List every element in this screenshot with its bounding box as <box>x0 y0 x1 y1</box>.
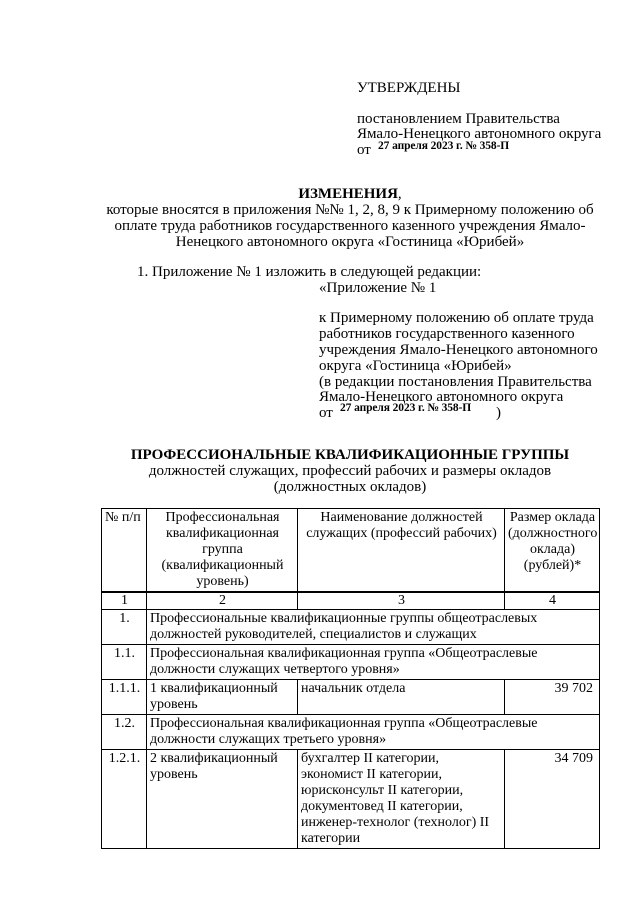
row-number: 1.2.1. <box>102 750 147 849</box>
row-number: 1.1.1. <box>102 680 147 715</box>
appendix-from: от <box>319 405 333 421</box>
table-row <box>102 610 600 645</box>
approval-line-2: Ямало-Ненецкого автономного округа <box>357 126 602 142</box>
row-number: 1.1. <box>102 645 147 680</box>
table-row <box>102 680 600 715</box>
changes-title-comma: , <box>397 186 402 202</box>
table-header-row <box>102 509 600 593</box>
appendix-line-5: (в редакции постановления Правительства <box>319 374 592 390</box>
appendix-line-1: к Примерному положению об оплате труда <box>319 310 594 326</box>
row-group-title: Профессиональные квалификационные группы общеотраслевых должностей руководителей, специалистов и служащих <box>147 610 600 645</box>
table-row <box>102 645 600 680</box>
appendix-line-4: округа «Гостиница «Юрибей» <box>319 358 512 374</box>
changes-subtitle-line-3: Ненецкого автономного округа «Гостиница «Юрибей» <box>175 234 525 250</box>
header-positions: Наименование должностей служащих (профессий рабочих) <box>298 509 505 593</box>
table-row <box>102 715 600 750</box>
changes-title-text: ИЗМЕНЕНИЯ <box>298 186 398 202</box>
groups-title: ПРОФЕССИОНАЛЬНЫЕ КВАЛИФИКАЦИОННЫЕ ГРУППЫ <box>130 447 570 463</box>
header-number: № п/п <box>102 509 147 593</box>
row-number: 1.2. <box>102 715 147 750</box>
appendix-close-paren: ) <box>496 405 501 421</box>
header-salary: Размер оклада (должностного оклада) (рублей)* <box>505 509 600 593</box>
row-group-title: Профессиональная квалификационная группа «Общеотраслевые должности служащих четвертого уровня» <box>147 645 600 680</box>
column-number-2: 2 <box>147 592 298 610</box>
row-level: 1 квалификационный уровень <box>147 680 298 715</box>
column-number-4: 4 <box>505 592 600 610</box>
qualification-groups-table <box>101 508 600 849</box>
groups-subtitle-1: должностей служащих, профессий рабочих и размеры окладов <box>148 463 552 479</box>
item-1-text: 1. Приложение № 1 изложить в следующей редакции: <box>137 264 482 280</box>
changes-subtitle-line-2: оплате труда работников государственного казенного учреждения Ямало- <box>114 218 586 234</box>
appendix-title: «Приложение № 1 <box>319 280 437 296</box>
changes-title <box>100 186 600 202</box>
appendix-line-2: работников государственного казенного <box>319 326 575 342</box>
row-positions: бухгалтер II категории, экономист II категории, юрисконсульт II категории, документовед II категории, инженер-технолог (технолог) II категории <box>298 750 505 849</box>
approval-heading: УТВЕРЖДЕНЫ <box>357 80 461 96</box>
appendix-date-stamp: 27 апреля 2023 г. № 358-П <box>340 402 472 414</box>
row-number: 1. <box>102 610 147 645</box>
column-number-3: 3 <box>298 592 505 610</box>
table-column-numbers-row <box>102 592 600 610</box>
row-salary: 34 709 <box>505 750 600 849</box>
changes-subtitle-line-1: которые вносятся в приложения №№ 1, 2, 8, 9 к Примерному положению об <box>106 202 594 218</box>
row-positions: начальник отдела <box>298 680 505 715</box>
column-number-1: 1 <box>102 592 147 610</box>
approval-from: от <box>357 142 371 158</box>
approval-line-1: постановлением Правительства <box>357 111 560 127</box>
appendix-line-6: Ямало-Ненецкого автономного округа <box>319 389 564 405</box>
approval-date-stamp: 27 апреля 2023 г. № 358-П <box>378 140 510 152</box>
table-row <box>102 750 600 849</box>
row-level: 2 квалификационный уровень <box>147 750 298 849</box>
header-group: Профессиональная квалификационная группа (квалификационный уровень) <box>147 509 298 593</box>
row-salary: 39 702 <box>505 680 600 715</box>
row-group-title: Профессиональная квалификационная группа «Общеотраслевые должности служащих третьего уровня» <box>147 715 600 750</box>
appendix-line-3: учреждения Ямало-Ненецкого автономного <box>319 342 598 358</box>
groups-subtitle-2: (должностных окладов) <box>273 479 427 495</box>
